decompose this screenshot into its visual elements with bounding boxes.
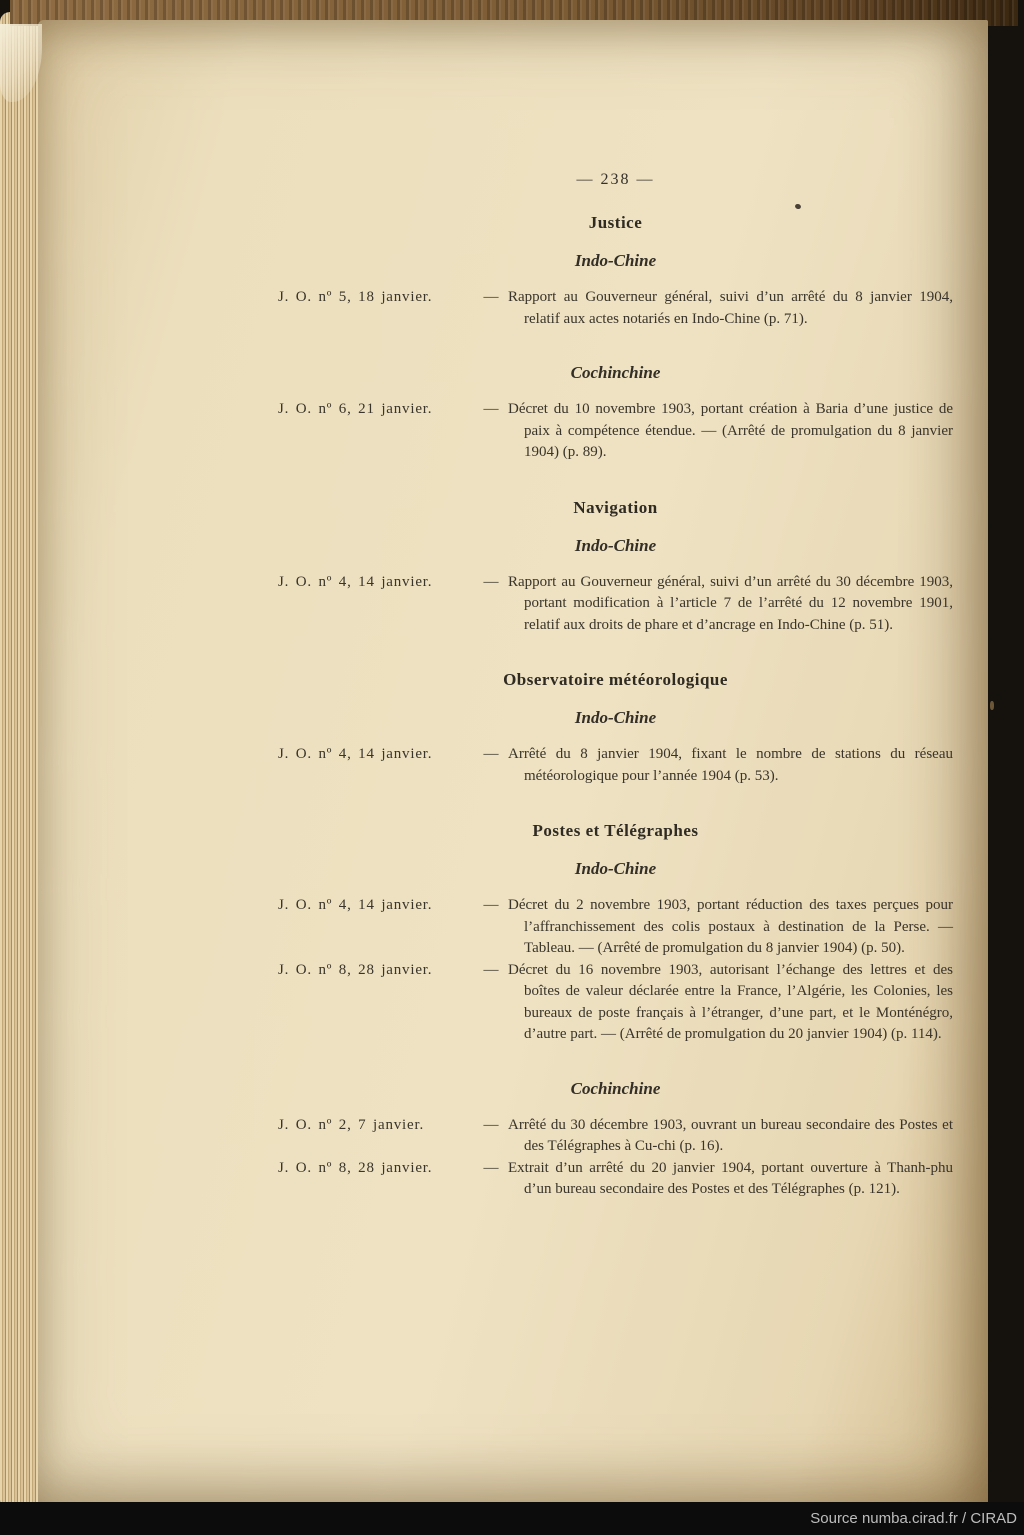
section-title: Navigation [573, 497, 658, 517]
region-title: Indo-Chine [574, 251, 657, 270]
entry-separator: — [483, 1159, 499, 1176]
entry-text: Décret du 16 novembre 1903, autorisant l’échange des lettres et des boîtes de valeur déclarée entre la France, l’Algérie, les Colonies, les bureaux de poste français à l’étranger, d’une part, et le Monténégro, d’autre part. — (Arrêté de promulgation du 20 janvier 1904) (p. 114). [508, 961, 953, 1042]
section-navigation [278, 497, 953, 637]
journal-entry [278, 895, 953, 960]
book-page [38, 20, 988, 1504]
section-title: Postes et Télégraphes [532, 821, 699, 840]
entry-ref: J. O. nº 2, 7 janvier. [278, 1116, 424, 1133]
region-title: Indo-Chine [574, 535, 657, 555]
journal-entry [278, 287, 953, 330]
source-attribution: Source numba.cirad.fr / CIRAD [810, 1510, 1017, 1527]
subsection-cochinchine [278, 1077, 953, 1201]
subsection-indo-chine [278, 534, 953, 637]
entry-separator: — [483, 746, 499, 762]
entry-text: Arrêté du 30 décembre 1903, ouvrant un bureau secondaire des Postes et des Télégraphes à Cu-chi (p. 16). [508, 1116, 953, 1154]
entry-separator: — [483, 401, 499, 417]
entry-ref: J. O. nº 4, 14 janvier. [278, 573, 433, 590]
journal-entry [278, 1158, 953, 1201]
entry-ref: J. O. nº 8, 28 janvier. [278, 1159, 433, 1176]
subsection-cochinchine [278, 361, 953, 464]
entry-ref: J. O. nº 8, 28 janvier. [278, 961, 433, 978]
ink-speck [990, 701, 994, 710]
entry-text: Décret du 2 novembre 1903, portant réduction des taxes perçues pour l’affranchissement des colis postaux à destination de la Perse. — Tableau. — (Arrêté de promulgation du 8 janvier 1904) (p. 50). [508, 897, 953, 956]
entry-text: Décret du 10 novembre 1903, portant création à Baria d’une justice de paix à compétence étendue. — (Arrêté de promulgation du 8 janvier 1904) (p. 89). [508, 401, 953, 460]
entry-separator: — [483, 961, 499, 978]
entry-text: Rapport au Gouverneur général, suivi d’un arrêté du 8 janvier 1904, relatif aux actes notariés en Indo-Chine (p. 71). [508, 289, 953, 327]
subsection-indo-chine [278, 857, 953, 1046]
section-title: Observatoire météorologique [503, 670, 728, 689]
subsection-indo-chine [278, 249, 953, 330]
region-title: Indo-Chine [574, 708, 657, 727]
entry-ref: J. O. nº 4, 14 janvier. [278, 746, 433, 762]
journal-entry [278, 399, 953, 464]
entry-ref: J. O. nº 4, 14 janvier. [278, 897, 433, 913]
journal-entry [278, 744, 953, 787]
entry-text: Arrêté du 8 janvier 1904, fixant le nombre de stations du réseau météorologique pour l’année 1904 (p. 53). [508, 746, 953, 784]
journal-entry [278, 572, 953, 637]
region-title: Cochinchine [570, 1078, 661, 1098]
entry-separator: — [483, 897, 499, 913]
journal-entry [278, 960, 953, 1046]
region-title: Indo-Chine [574, 859, 657, 878]
section-justice [278, 212, 953, 464]
entry-text: Rapport au Gouverneur général, suivi d’un arrêté du 30 décembre 1903, portant modification à l’article 7 de l’arrêté du 12 novembre 1901, relatif aux droits de phare et d’ancrage en Indo-Chine (p. 51). [508, 573, 953, 633]
page-number: — 238 — [576, 171, 655, 188]
section-observatoire [278, 669, 953, 787]
entry-separator: — [483, 1116, 499, 1133]
entry-text: Extrait d’un arrêté du 20 janvier 1904, portant ouverture à Thanh-phu d’un bureau secondaire des Postes et des Télégraphes (p. 121). [508, 1159, 953, 1197]
entry-ref: J. O. nº 6, 21 janvier. [278, 401, 433, 417]
journal-entry [278, 1115, 953, 1158]
entry-separator: — [483, 573, 499, 590]
region-title: Cochinchine [570, 363, 661, 382]
page-content [278, 170, 953, 1201]
section-title: Justice [588, 213, 643, 232]
entry-separator: — [483, 289, 499, 305]
section-postes-telegraphes [278, 820, 953, 1201]
scan-footer-bar [0, 1502, 1024, 1535]
subsection-indo-chine [278, 706, 953, 787]
entry-ref: J. O. nº 5, 18 janvier. [278, 289, 433, 305]
